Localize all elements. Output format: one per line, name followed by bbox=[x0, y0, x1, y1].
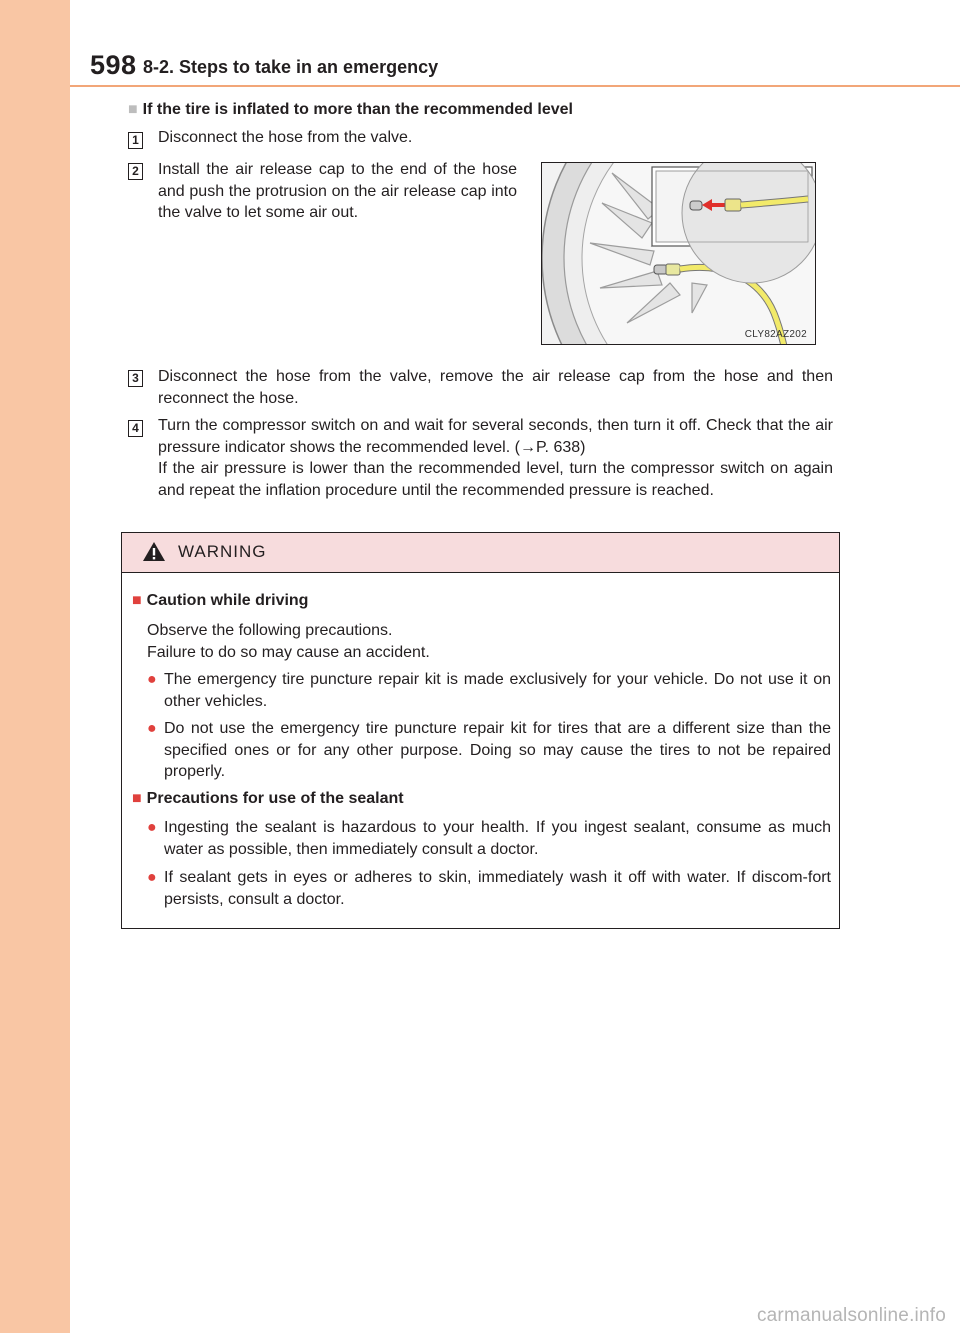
warning-triangle-icon bbox=[142, 541, 166, 562]
warning-bullet: ● The emergency tire puncture repair kit is made exclusively for your vehicle. Do not use it on other vehicles. bbox=[147, 671, 831, 710]
step-4-block bbox=[158, 415, 833, 501]
tire-illustration bbox=[542, 163, 816, 345]
step-4-text: Turn the compressor switch on and wait for several seconds, then turn it off. Check that the air pressure indicator shows the recommended level. (→P. 638) bbox=[158, 417, 833, 456]
illustration-tire-valve bbox=[541, 162, 816, 345]
step-number-1: 1 bbox=[128, 132, 143, 149]
warning-box bbox=[121, 532, 840, 929]
section-title: 8-2. Steps to take in an emergency bbox=[143, 57, 439, 77]
step-3-text: Disconnect the hose from the valve, remove the air release cap from the hose and then reconnect the hose. bbox=[158, 368, 833, 407]
step-4-note: If the air pressure is lower than the recommended level, turn the compressor switch on again and repeat the inflation procedure until the recommended pressure is reached. bbox=[158, 460, 833, 499]
page-number: 598 bbox=[90, 50, 137, 80]
square-bullet-icon: ■ bbox=[128, 101, 138, 118]
watermark: carmanualsonline.info bbox=[756, 1305, 946, 1326]
warning-bullet: ● Ingesting the sealant is hazardous to your health. If you ingest sealant, consume as much water as possible, then immediately consult a doctor. bbox=[147, 819, 831, 858]
warning-header bbox=[122, 533, 839, 573]
bullet-dot-icon: ● bbox=[147, 869, 157, 886]
header-divider bbox=[70, 85, 960, 87]
procedure-heading bbox=[128, 101, 573, 119]
step-number-4: 4 bbox=[128, 420, 143, 437]
bullet-dot-icon: ● bbox=[147, 671, 157, 688]
step-2-text: Install the air release cap to the end of the hose and push the protrusion on the air release cap into the valve to let some air out. bbox=[158, 161, 517, 221]
square-bullet-icon: ■ bbox=[132, 592, 142, 609]
warning-subheading-driving: ■ Caution while driving bbox=[132, 592, 309, 609]
heading-text: If the tire is inflated to more than the recommended level bbox=[142, 101, 573, 118]
step-number-2: 2 bbox=[128, 163, 143, 180]
warning-subheading-sealant: ■ Precautions for use of the sealant bbox=[132, 790, 404, 807]
warning-intro: Observe the following precautions. Failure to do so may cause an accident. bbox=[147, 622, 430, 661]
step-1-text: Disconnect the hose from the valve. bbox=[158, 129, 413, 146]
bullet-dot-icon: ● bbox=[147, 819, 157, 836]
sidebar-tab bbox=[0, 0, 70, 1333]
square-bullet-icon: ■ bbox=[132, 790, 142, 807]
warning-title: WARNING bbox=[178, 542, 267, 561]
warning-bullet: ● Do not use the emergency tire puncture repair kit for tires that are a different size than the specified ones or for any other purpose. Doing so may cause the tires to not be repaired properly. bbox=[147, 720, 831, 780]
step-number-3: 3 bbox=[128, 370, 143, 387]
bullet-dot-icon: ● bbox=[147, 720, 157, 737]
warning-bullet: ● If sealant gets in eyes or adheres to skin, immediately wash it off with water. If discom-fort persists, consult a doctor. bbox=[147, 869, 831, 908]
figure-code: CLY82AZ202 bbox=[744, 329, 807, 340]
